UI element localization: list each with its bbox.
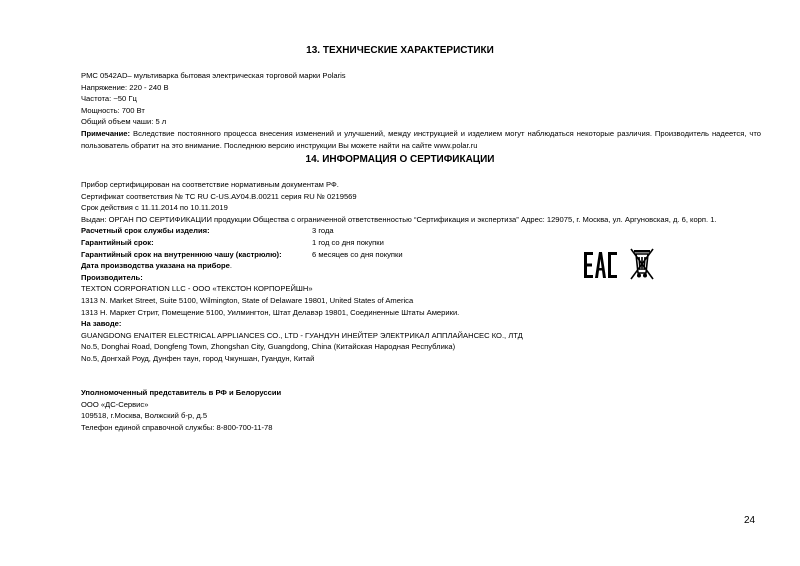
- section-13-title: 13. ТЕХНИЧЕСКИЕ ХАРАКТЕРИСТИКИ: [306, 45, 494, 56]
- cert-validity: Срок действия с 11.11.2014 по 10.11.2019: [81, 203, 228, 213]
- manufacturer-address-en: 1313 N. Market Street, Suite 5100, Wilmington, State of Delaware 19801, United States of America: [81, 295, 414, 305]
- production-date: Дата производства указана на приборе.: [81, 261, 232, 271]
- factory-name: GUANGDONG ENAITER ELECTRICAL APPLIANCES CO., LTD - ГУАНДУН ИНЕЙТЕР ЭЛЕКТРИКАЛ АППЛАЙАНСЕС КО., ЛТД: [81, 330, 523, 340]
- term-row: [81, 225, 761, 237]
- spec-volume: Общий объем чаши: 5 л: [81, 117, 167, 127]
- cert-line: Прибор сертифицирован на соответствие нормативным документам РФ.: [81, 180, 339, 189]
- term-value: 1 год со дня покупки: [312, 237, 384, 247]
- factory-address-en: No.5, Donghai Road, Dongfeng Town, Zhongshan City, Guangdong, China (Китайская Народная Республика): [81, 342, 456, 352]
- spec-power: Мощность: 700 Вт: [81, 105, 145, 115]
- spec-model: PMC 0542AD– мультиварка бытовая электрическая торговой марки Polaris: [81, 71, 346, 80]
- factory-address-ru: No.5, Донгхай Роуд, Дунфен таун, город Чжуншан, Гуандун, Китай: [81, 353, 315, 363]
- tech-specs-block: [81, 70, 761, 151]
- cert-number: Сертификат соответствия № ТС RU C-US.АУ04.В.00211 серия RU № 0219569: [81, 191, 357, 201]
- representative-phone: Телефон единой справочной службы: 8-800-700-11-78: [81, 422, 273, 432]
- representative-name: ООО «ДС-Сервис»: [81, 399, 149, 409]
- manufacturer-name: TEXTON CORPORATION LLC - ООО «ТЕКСТОН КОРПОРЕЙШН»: [81, 284, 313, 294]
- representative-address: 109518, г.Москва, Волжский б-р, д.5: [81, 411, 208, 421]
- term-label: Гарантийный срок:: [81, 237, 154, 247]
- certification-logos: [583, 246, 663, 284]
- page-number: 24: [744, 515, 756, 526]
- crossed-out-wheelie-bin-icon: [631, 249, 653, 279]
- cert-issued: Выдан: ОРГАН ПО СЕРТИФИКАЦИИ продукции Общества с ограниченной ответственностью “Сертификация и экспертиза” Адрес: 129075, г. Москва, ул. Аргуновская, д. 6, корп. 1.: [81, 214, 717, 224]
- note-paragraph: [81, 128, 761, 151]
- spec-voltage: Напряжение: 220 - 240 В: [81, 82, 169, 92]
- term-value: 6 месяцев со дня покупки: [312, 249, 403, 259]
- note-label: Примечание:: [81, 128, 131, 138]
- spec-frequency: Частота: ~50 Гц: [81, 94, 137, 104]
- note-text: Вследствие постоянного процесса внесения изменений и улучшений, между инструкцией и изделием могут наблюдаться некоторые различия. Производитель надеется, что пользователь обратит на это внимание. Последнюю версию инструкции Вы можете найти на сайте www.polar.ru: [81, 128, 761, 150]
- factory-label: На заводе:: [81, 319, 122, 329]
- term-label: Гарантийный срок на внутреннюю чашу (кастрюлю):: [81, 249, 282, 259]
- eac-mark-icon: [584, 252, 617, 278]
- term-label: Расчетный срок службы изделия:: [81, 226, 210, 236]
- section-14-title: 14. ИНФОРМАЦИЯ О СЕРТИФИКАЦИИ: [305, 154, 495, 165]
- term-value: 3 года: [312, 226, 334, 236]
- representative-label: Уполномоченный представитель в РФ и Белоруссии: [81, 388, 282, 397]
- manufacturer-label: Производитель:: [81, 272, 143, 282]
- manufacturer-address-ru: 1313 Н. Маркет Стрит, Помещение 5100, Уилмингтон, Штат Делавэр 19801, Соединенные Штаты Америки.: [81, 307, 460, 317]
- representative-block: [81, 387, 761, 433]
